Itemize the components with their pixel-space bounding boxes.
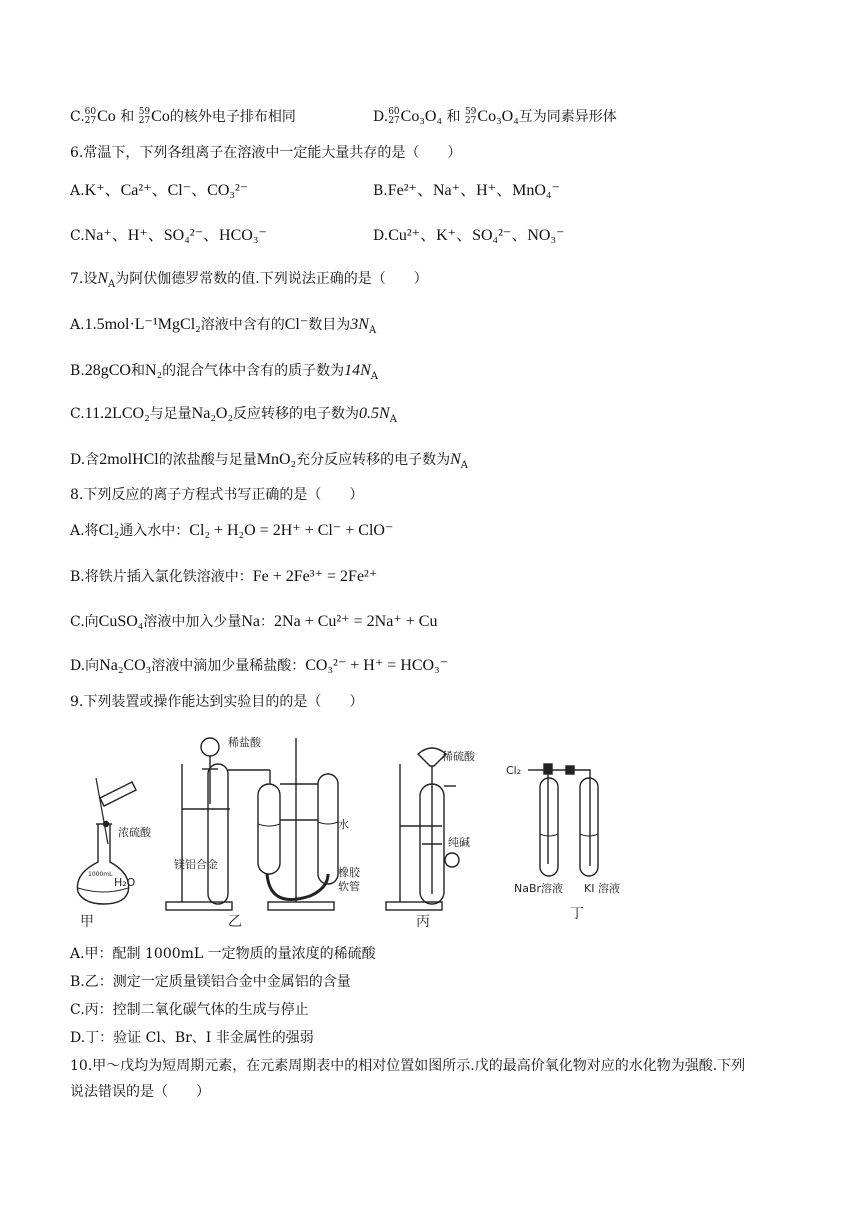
q8-option-b: B.将铁片插入氯化铁溶液中：Fe + 2Fe³⁺ = 2Fe²⁺ [70, 568, 378, 585]
q9-option-c: C.丙：控制二氧化碳气体的生成与停止 [70, 1002, 309, 1018]
q6-stem: 6.常温下，下列各组离子在溶液中一定能大量共存的是（ ） [70, 145, 462, 161]
q8-option-a: A.将Cl₂通入水中：Cl₂ + H₂O = 2H⁺ + Cl⁻ + ClO⁻ [70, 522, 394, 539]
label-soda: 纯碱 [448, 836, 470, 849]
label-ding: 丁 [570, 906, 584, 922]
q7-option-a: A.1.5mol·L⁻¹MgCl₂溶液中含有的Cl⁻数目为$3N_A$ [70, 316, 377, 336]
label-water-yi: 水 [338, 818, 349, 831]
q7-option-c: C.11.2LCO₂与足量Na₂O₂反应转移的电子数为$0.5N_A$ [70, 405, 397, 425]
label-water-jia: H₂O [114, 876, 136, 889]
q7-option-d: D.含2molHCl的浓盐酸与足量MnO₂充分反应转移的电子数为$N_A$ [70, 451, 469, 471]
q10-stem-line2: 说法错误的是（ ） [70, 1084, 210, 1100]
label-bing: 丙 [416, 914, 430, 930]
label-nabr: NaBr溶液 [514, 882, 564, 895]
figure-yi [166, 738, 338, 910]
q6-option-c: C.Na⁺、H⁺、SO₄²⁻、HCO₃⁻ [70, 227, 267, 244]
q8-option-d: D.向Na₂CO₃溶液中滴加少量稀盐酸：CO₃²⁻ + H⁺ = HCO₃⁻ [70, 657, 449, 674]
q8-stem: 8.下列反应的离子方程式书写正确的是（ ） [70, 487, 364, 503]
q10-stem-line1: 10.甲～戊均为短周期元素，在元素周期表中的相对位置如图所示.戊的最高价氧化物对应的水化物为强酸.下列 [70, 1058, 746, 1074]
label-ki: KI 溶液 [584, 882, 620, 895]
q7-stem: 7.设$N_A$为阿伏伽德罗常数的值.下列说法正确的是（ ） [70, 270, 428, 290]
q9-option-b: B.乙：测定一定质量镁铝合金中金属铝的含量 [70, 974, 351, 990]
label-flask-volume: 1000mL [88, 871, 113, 878]
label-yi: 乙 [228, 914, 242, 930]
label-tube-1: 橡胶 [338, 866, 360, 879]
q5-option-d: D. 60 27 Co₃O₄ 和 59 27 Co₃O₄互为同素异形体 [373, 107, 617, 126]
figure-bing [386, 748, 459, 910]
figure-ding [528, 764, 598, 876]
label-chlorine: Cl₂ [506, 764, 522, 777]
label-acid-yi: 稀盐酸 [228, 736, 261, 749]
apparatus-figure [70, 724, 650, 934]
label-acid-jia: 浓硫酸 [118, 826, 151, 839]
label-acid-bing: 稀硫酸 [442, 750, 475, 763]
q5-option-c: C. 60 27 Co 和 59 27 Co的核外电子排布相同 [70, 107, 296, 126]
q9-stem: 9.下列装置或操作能达到实验目的的是（ ） [70, 694, 364, 710]
label-tube-2: 软管 [338, 880, 360, 893]
label-jia: 甲 [80, 914, 94, 930]
q6-option-b: B.Fe²⁺、Na⁺、H⁺、MnO₄⁻ [373, 182, 560, 199]
q9-option-a: A.甲：配制 1000mL 一定物质的量浓度的稀硫酸 [70, 946, 376, 962]
q6-option-a: A.K⁺、Ca²⁺、Cl⁻、CO₃²⁻ [70, 182, 249, 199]
q6-option-d: D.Cu²⁺、K⁺、SO₄²⁻、NO₃⁻ [373, 227, 565, 244]
q9-option-d: D.丁：验证 Cl、Br、I 非金属性的强弱 [70, 1030, 314, 1046]
q7-option-b: B.28gCO和N₂的混合气体中含有的质子数为$14N_A$ [70, 362, 379, 382]
q8-option-c: C.向CuSO₄溶液中加入少量Na：2Na + Cu²⁺ = 2Na⁺ + Cu [70, 613, 438, 630]
label-alloy: 镁铝合金 [174, 858, 218, 871]
